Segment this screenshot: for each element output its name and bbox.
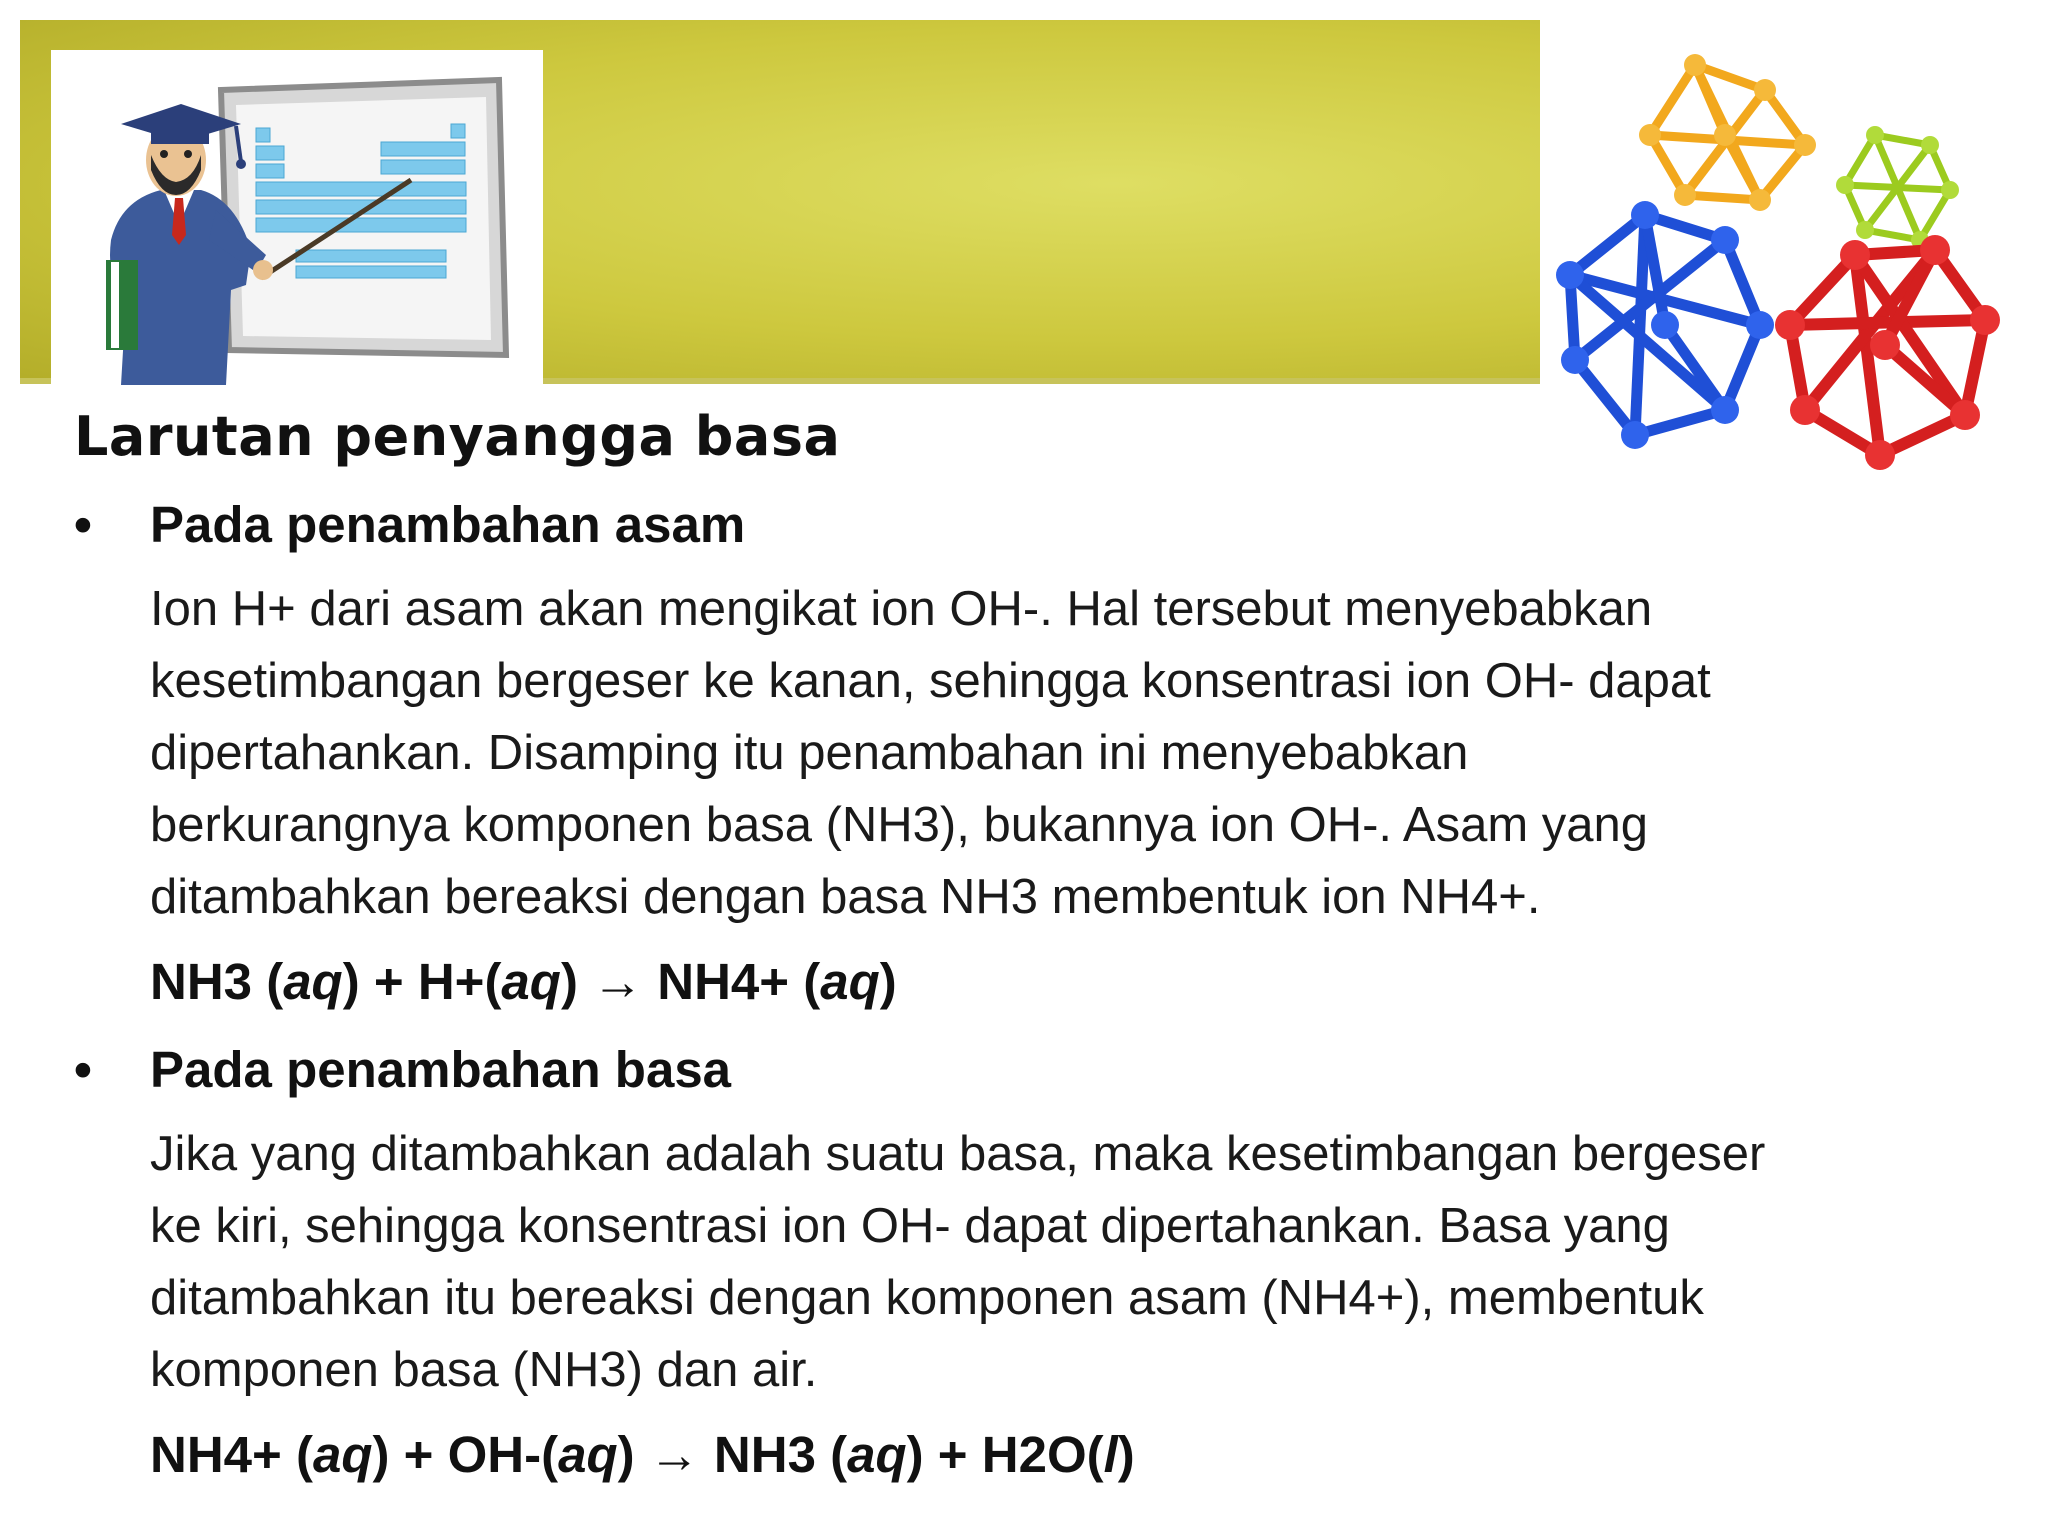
section-1-line: Ion H+ dari asam akan mengikat ion OH-. Hal tersebut menyebabkan <box>150 582 1653 636</box>
section-1-line: ditambahkan bereaksi dengan basa NH3 membentuk ion NH4+. <box>150 870 1541 924</box>
slide-heading: Larutan penyangga basa <box>74 405 841 468</box>
section-1-line: berkurangnya komponen basa (NH3), bukannya ion OH-. Asam yang <box>150 798 1649 852</box>
molecule-models-icon <box>1545 25 2015 485</box>
section-1-title <box>74 495 745 554</box>
section-2-line: komponen basa (NH3) dan air. <box>150 1343 818 1397</box>
molecule-models-illustration <box>1545 25 2015 485</box>
section-2-equation: NH4+ (aq) + OH-(aq) → NH3 (aq) + H2O(l) <box>150 1426 1135 1483</box>
bullet-icon: • <box>74 496 92 553</box>
section-2-line: ke kiri, sehingga konsentrasi ion OH- dapat dipertahankan. Basa yang <box>150 1199 1670 1253</box>
section-1-line: dipertahankan. Disamping itu penambahan ini menyebabkan <box>150 726 1469 780</box>
section-1-line: kesetimbangan bergeser ke kanan, sehingga konsentrasi ion OH- dapat <box>150 654 1711 708</box>
section-1-equation: NH3 (aq) + H+(aq) → NH4+ (aq) <box>150 953 897 1010</box>
bullet-icon: • <box>74 1041 92 1098</box>
section-2-title-text: Pada penambahan basa <box>150 1041 732 1098</box>
teacher-with-periodic-table-icon <box>51 50 543 395</box>
teacher-illustration-panel <box>51 50 543 395</box>
section-2-paragraph <box>150 1118 1990 1406</box>
section-2-line: Jika yang ditambahkan adalah suatu basa, maka kesetimbangan bergeser <box>150 1127 1766 1181</box>
section-1-paragraph <box>150 573 1990 933</box>
section-2-title <box>74 1040 731 1099</box>
section-2-line: ditambahkan itu bereaksi dengan komponen asam (NH4+), membentuk <box>150 1271 1704 1325</box>
section-1-title-text: Pada penambahan asam <box>150 496 746 553</box>
